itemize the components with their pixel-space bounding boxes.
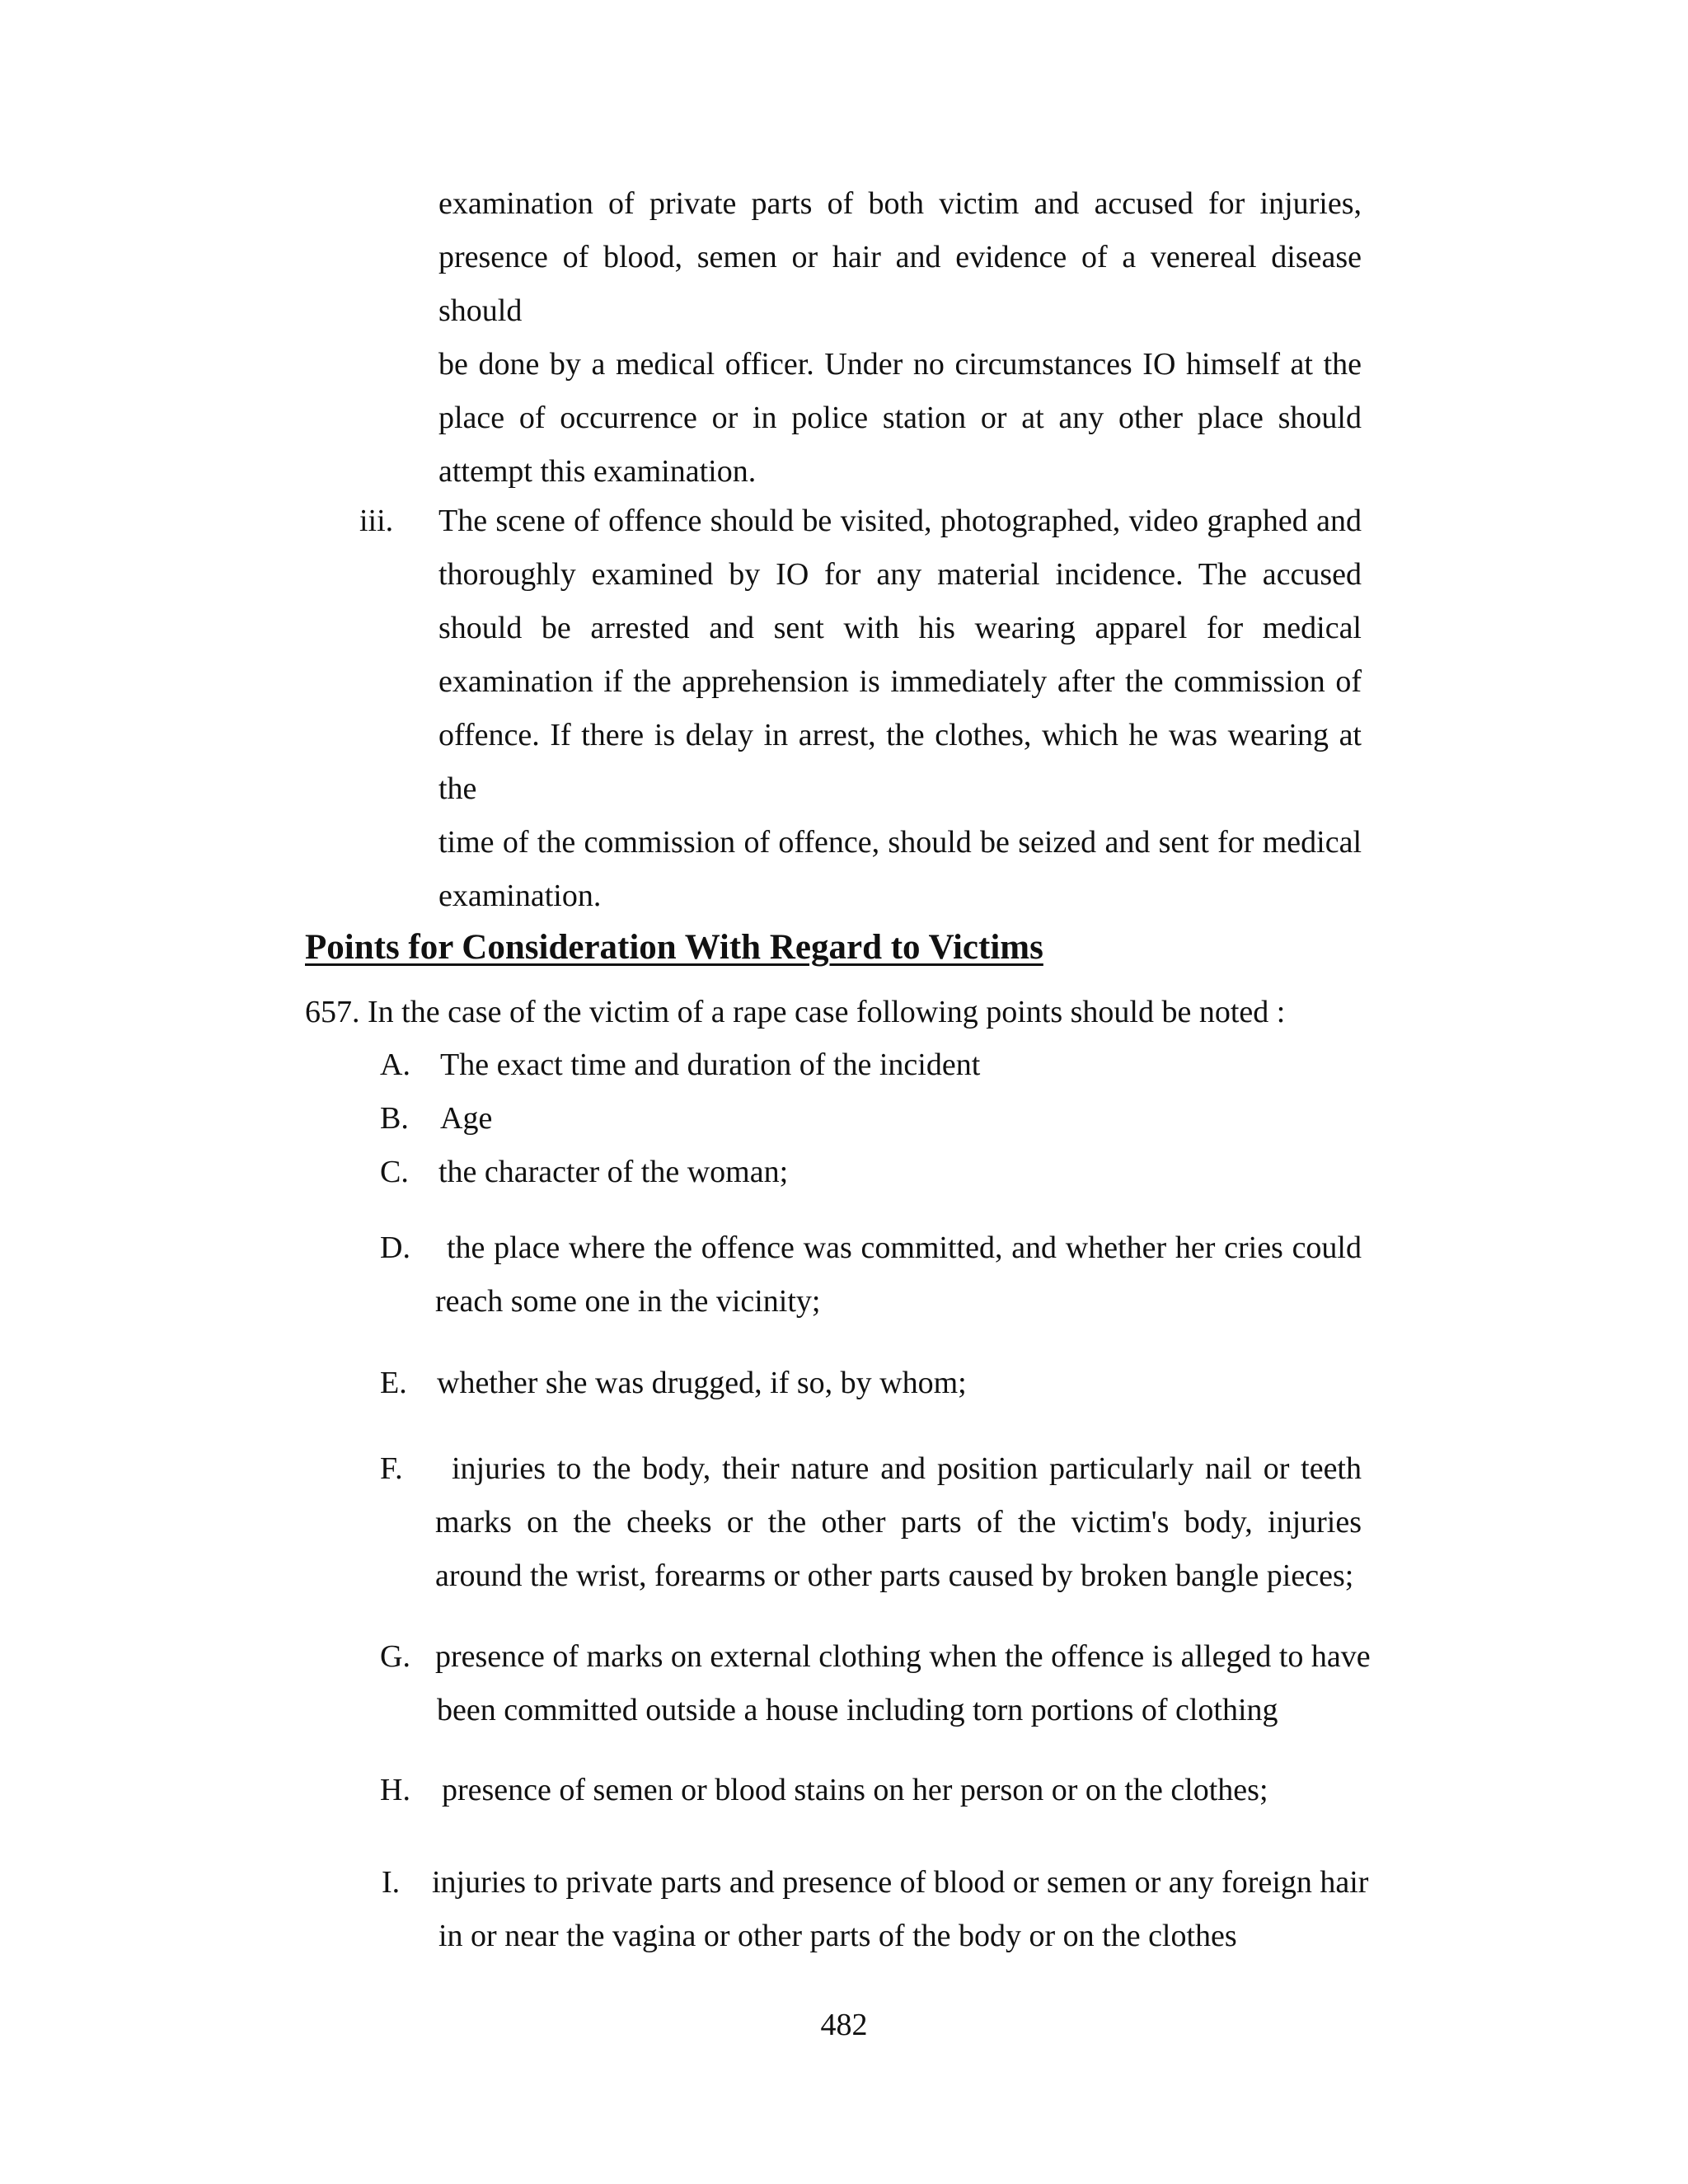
paragraph-line: presence of blood, semen or hair and evidence of a venereal disease should — [438, 240, 1362, 328]
page-number: 482 — [820, 2008, 868, 2042]
point-b-text — [440, 1092, 1362, 1146]
point-d-text — [435, 1221, 1362, 1329]
paragraph-line: time of the commission of offence, should be seized and sent for medical — [438, 825, 1362, 860]
point-letter: C. — [380, 1155, 409, 1189]
paragraph-line: examination. — [438, 879, 602, 913]
point-line: whether she was drugged, if so, by whom; — [437, 1366, 967, 1400]
point-g-text — [435, 1630, 1371, 1737]
section-intro: 657. In the case of the victim of a rape case following points should be noted : — [305, 995, 1286, 1029]
paragraph-line: The scene of offence should be visited, photographed, video graphed and — [438, 504, 1362, 538]
point-line: in or near the vagina or other parts of the body or on the clothes — [438, 1919, 1237, 1953]
paragraph-line: examination of private parts of both victim and accused for injuries, — [438, 186, 1362, 221]
point-e-text — [437, 1357, 1362, 1410]
point-f-text — [435, 1442, 1362, 1603]
point-line: the character of the woman; — [438, 1155, 789, 1189]
paragraph-line: place of occurrence or in police station or at any other place should — [438, 401, 1362, 435]
point-line: injuries to private parts and presence of blood or semen or any foreign hair — [432, 1865, 1369, 1900]
point-a-text — [440, 1038, 1362, 1092]
point-line: reach some one in the vicinity; — [435, 1284, 821, 1319]
paragraph-line: thoroughly examined by IO for any material incidence. The accused — [438, 557, 1362, 592]
point-letter: G. — [380, 1639, 410, 1674]
point-letter: A. — [380, 1047, 410, 1082]
point-h-text — [442, 1764, 1362, 1817]
point-letter: I. — [382, 1865, 401, 1900]
point-line: marks on the cheeks or the other parts of the victim's body, injuries — [435, 1505, 1362, 1540]
paragraph-line: attempt this examination. — [438, 454, 757, 489]
paragraph-line: examination if the apprehension is immediately after the commission of — [438, 664, 1362, 699]
paragraph-line: offence. If there is delay in arrest, the clothes, which he was wearing at the — [438, 718, 1362, 806]
point-line: presence of semen or blood stains on her person or on the clothes; — [442, 1773, 1268, 1807]
paragraph-line: should be arrested and sent with his wearing apparel for medical — [438, 611, 1362, 645]
point-c-text — [438, 1146, 1362, 1199]
point-line: presence of marks on external clothing when the offence is alleged to have — [435, 1639, 1371, 1674]
item-iii-paragraph — [438, 494, 1362, 923]
point-line: the place where the offence was committed, and whether her cries could — [447, 1230, 1362, 1265]
point-line: injuries to the body, their nature and position particularly nail or teeth — [452, 1451, 1362, 1486]
section-heading: Points for Consideration With Regard to Victims — [305, 928, 1043, 967]
roman-numeral-marker: iii. — [359, 504, 394, 538]
point-line: The exact time and duration of the incident — [440, 1047, 981, 1082]
point-letter: D. — [380, 1230, 410, 1265]
continuation-paragraph — [438, 177, 1362, 499]
point-letter: H. — [380, 1773, 410, 1807]
point-line: been committed outside a house including torn portions of clothing — [437, 1693, 1278, 1727]
point-letter: E. — [380, 1366, 407, 1400]
point-line: Age — [440, 1101, 493, 1136]
paragraph-line: be done by a medical officer. Under no circumstances IO himself at the — [438, 347, 1362, 382]
point-letter: B. — [380, 1101, 409, 1136]
point-letter: F. — [380, 1451, 403, 1486]
point-i-text — [432, 1856, 1369, 1963]
point-line: around the wrist, forearms or other parts caused by broken bangle pieces; — [435, 1558, 1354, 1593]
